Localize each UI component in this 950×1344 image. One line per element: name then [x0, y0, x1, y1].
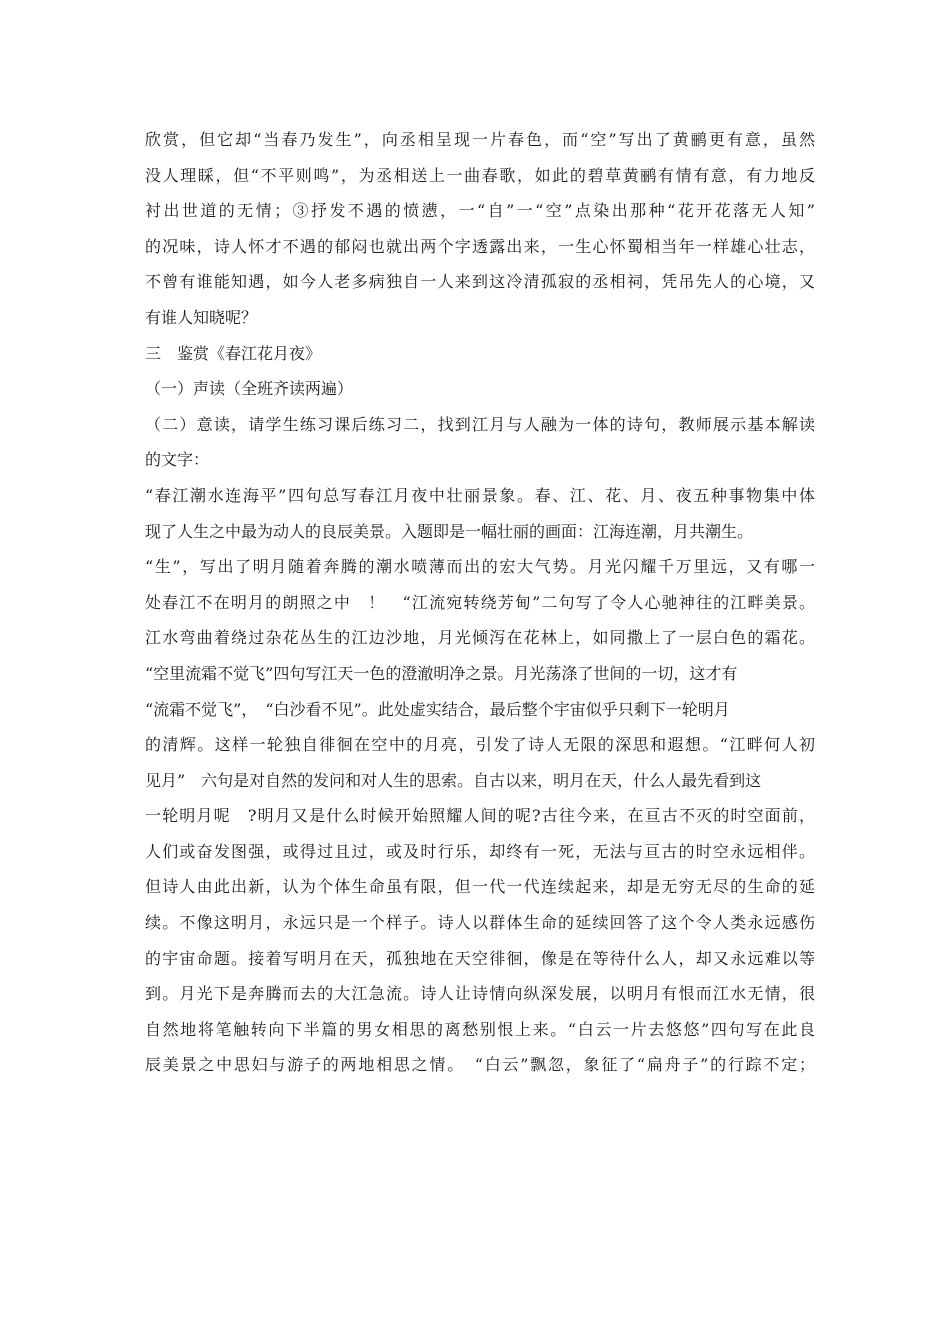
- text-line: 见月” 六句是对自然的发问和对人生的思索。自古以来，明月在天，什么人最先看到这: [145, 770, 762, 790]
- text-line: 人们或奋发图强，或得过且过，或及时行乐，却终有一死，无法与亘古的时空永远相伴。: [145, 841, 815, 861]
- text-line: 的文字：: [145, 450, 210, 470]
- text-line: 续。不像这明月，永远只是一个样子。诗人以群体生命的延续回答了这个令人类永远感伤: [145, 913, 815, 933]
- text-line: 现了人生之中最为动人的良辰美景。入题即是一幅壮丽的画面：江海连潮，月共潮生。: [145, 521, 754, 541]
- text-line: 一轮明月呢 ?明月又是什么时候开始照耀人间的呢?古往今来，在亘古不灭的时空面前，: [145, 806, 815, 826]
- text-line: 江水弯曲着绕过杂花丛生的江边沙地，月光倾泻在花林上，如同撒上了一层白色的霜花。: [145, 628, 815, 648]
- text-line: 到。月光下是奔腾而去的大江急流。诗人让诗情向纵深发展，以明月有恨而江水无情，很: [145, 984, 815, 1004]
- text-line: 欣赏，但它却“当春乃发生”，向丞相呈现一片春色，而“空”写出了黄鹂更有意，虽然: [145, 130, 815, 149]
- text-line: （二）意读，请学生练习课后练习二，找到江月与人融为一体的诗句，教师展示基本解读: [145, 414, 815, 434]
- text-line: “空里流霜不觉飞”四句写江天一色的澄澈明净之景。月光荡涤了世间的一切，这才有: [145, 663, 738, 683]
- text-line: 有谁人知晓呢？: [145, 307, 258, 327]
- text-line: 自然地将笔触转向下半篇的男女相思的离愁别恨上来。“白云一片去悠悠”四句写在此良: [145, 1019, 815, 1039]
- text-line: “流霜不觉飞”， “白沙看不见”。此处虚实结合，最后整个宇宙似乎只剩下一轮明月: [145, 699, 730, 719]
- text-line: “生”，写出了明月随着奔腾的潮水喷薄而出的宏大气势。月光闪耀千万里远，又有哪一: [145, 557, 815, 577]
- text-line: 不曾有谁能知遇，如今人老多病独自一人来到这冷清孤寂的丞相祠，凭吊先人的心境，又: [145, 272, 815, 292]
- subsection-heading: （一）声读（全班齐读两遍）: [145, 379, 354, 399]
- text-line: 没人理睬，但“不平则鸣”，为丞相送上一曲春歌，如此的碧草黄鹂有情有意，有力地反: [145, 165, 815, 185]
- text-line: 的清辉。这样一轮独自徘徊在空中的月亮，引发了诗人无限的深思和遐想。“江畔何人初: [145, 735, 815, 755]
- text-line: 但诗人由此出新，认为个体生命虽有限，但一代一代连续起来，却是无穷无尽的生命的延: [145, 877, 815, 897]
- text-line: 衬出世道的无情；③抒发不遇的愤懑，一“自”一“空”点染出那种“花开花落无人知”: [145, 201, 815, 221]
- text-line: 的宇宙命题。接着写明月在天，孤独地在天空徘徊，像是在等待什么人，却又永远难以等: [145, 948, 815, 968]
- text-line: “春江潮水连海平”四句总写春江月夜中壮丽景象。春、江、花、月、夜五种事物集中体: [145, 485, 815, 505]
- document-body: [145, 122, 815, 1083]
- text-line: 的况味，诗人怀才不遇的郁闷也就出两个字透露出来，一生心怀蜀相当年一样雄心壮志，: [145, 236, 815, 256]
- section-heading: 三 鉴赏《春江花月夜》: [145, 343, 322, 363]
- text-line: 处春江不在明月的朗照之中 ！ “江流宛转绕芳甸”二句写了令人心驰神往的江畔美景。: [145, 592, 815, 612]
- text-line: 辰美景之中思妇与游子的两地相思之情。 “白云”飘忽，象征了“扁舟子”的行踪不定；: [145, 1055, 815, 1075]
